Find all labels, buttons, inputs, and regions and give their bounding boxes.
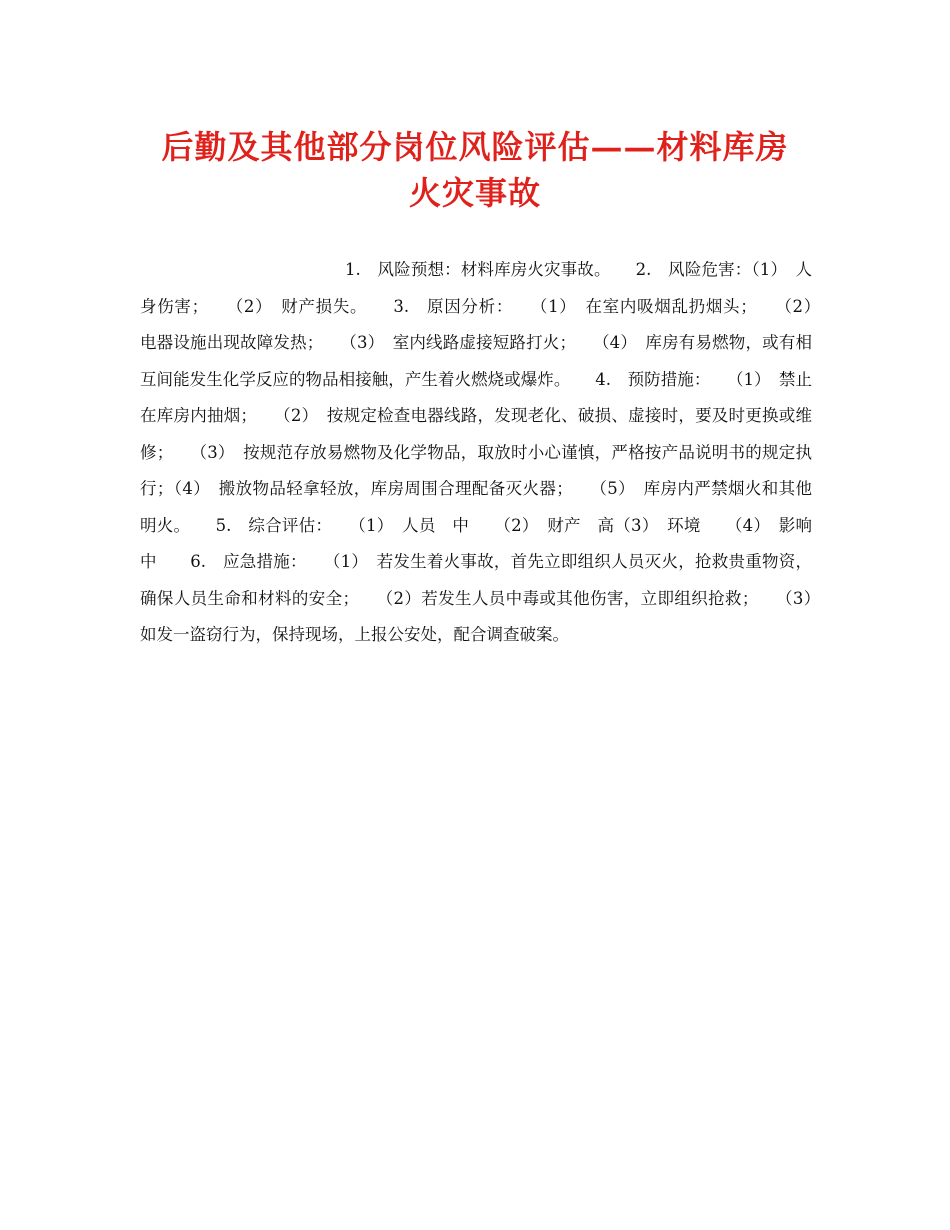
- title-line-2: 火灾事故: [408, 174, 541, 212]
- document-title: [140, 124, 810, 216]
- body-text: 1. 风险预想：材料库房火灾事故。 2. 风险危害：（1） 人身伤害； （2） 财产损失。 3. 原因分析： （1） 在室内吸烟乱扔烟头； （2） 电器设施出现故障发热； （3） 室内线路虚接短路打火； （4） 库房有易燃物，或有相互间能发生化学反应的物品相接触，产生着火燃烧或爆炸。 4. 预防措施： （1） 禁止在库房内抽烟； （2） 按规定检查电器线路，发现老化、破损、虚接时，要及时更换或维修； （3） 按规范存放易燃物及化学物品，取放时小心谨慎，严格按产品说明书的规定执行；（4） 搬放物品轻拿轻放，库房周围合理配备灭火器； （5） 库房内严禁烟火和其他明火。 5. 综合评估： （1） 人员 中 （2） 财产 高（3） 环境 （4） 影响 中 6. 应急措施： （1） 若发生着火事故，首先立即组织人员灭火，抢救贵重物资，确保人员生命和材料的安全； （2）若发生人员中毒或其他伤害，立即组织抢救； （3） 如发一盗窃行为，保持现场，上报公安处，配合调查破案。: [140, 260, 829, 644]
- title-line-1: 后勤及其他部分岗位风险评估——材料库房: [161, 128, 789, 166]
- document-body: [140, 252, 829, 654]
